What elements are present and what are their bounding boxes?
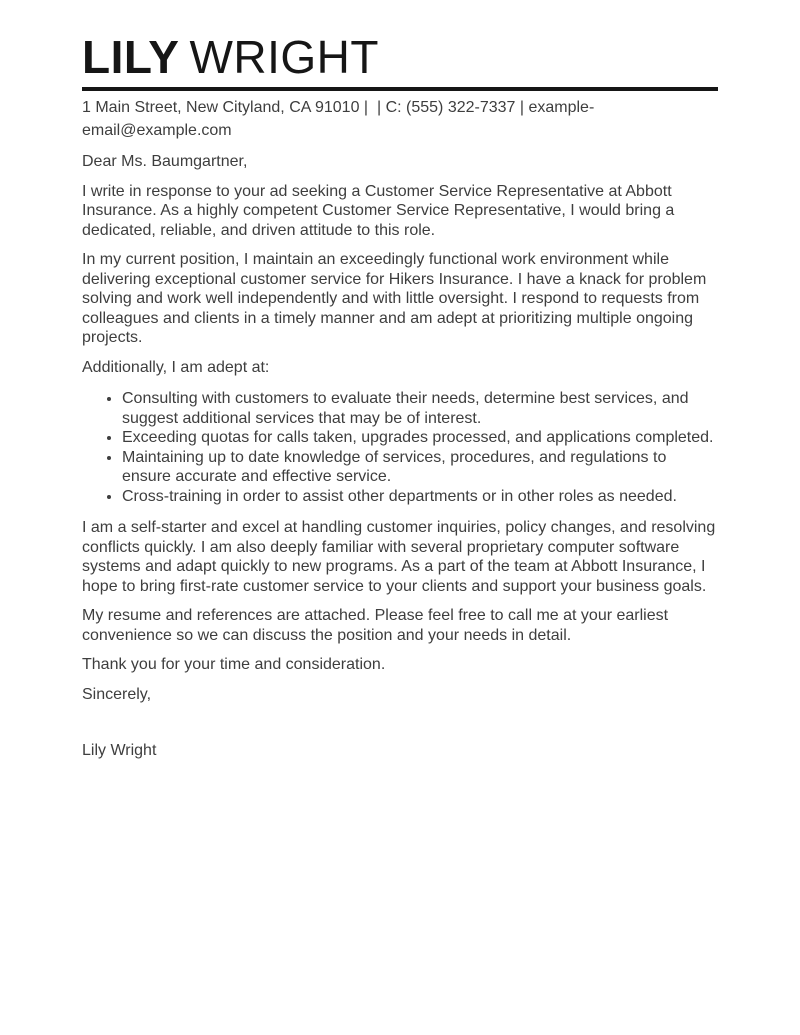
last-name: WRIGHT bbox=[189, 31, 379, 83]
list-item: • Cross-training in order to assist other departments or in other roles as needed. bbox=[122, 487, 718, 507]
letter-body bbox=[82, 152, 718, 761]
paragraph-thank-you: Thank you for your time and consideration. bbox=[82, 656, 386, 674]
sign-off: Sincerely, bbox=[82, 685, 152, 703]
paragraph-resume-attached: My resume and references are attached. Please feel free to call me at your earliest convenience so we can discuss the position and your needs in detail. bbox=[82, 607, 669, 644]
list-item: • Consulting with customers to evaluate their needs, determine best services, and suggest additional services that may be of interest. bbox=[122, 389, 718, 428]
greeting: Dear Ms. Baumgartner, bbox=[82, 153, 248, 171]
letter-header bbox=[82, 31, 718, 91]
signature: Lily Wright bbox=[82, 742, 157, 760]
list-item: • Exceeding quotas for calls taken, upgrades processed, and applications completed. bbox=[122, 428, 718, 448]
contact-line: 1 Main Street, New Cityland, CA 91010 | | C: (555) 322-7337 | example-email@example.com bbox=[82, 99, 595, 140]
page-title bbox=[82, 31, 718, 83]
skills-list bbox=[82, 389, 718, 506]
paragraph-intro: I write in response to your ad seeking a Customer Service Representative at Abbott Insurance. As a highly competent Customer Service Representative, I would bring a dedicated, reliable, and driven attitude to this role. bbox=[82, 182, 675, 239]
first-name: LILY bbox=[82, 31, 180, 83]
paragraph-current-position: In my current position, I maintain an exceedingly functional work environment while delivering exceptional customer service for Hikers Insurance. I have a knack for problem solving and work well independently and with little oversight. I respond to requests from colleagues and clients in a timely manner and am adept at prioritizing multiple ongoing projects. bbox=[82, 251, 707, 347]
paragraph-skills-lead-in: Additionally, I am adept at: bbox=[82, 358, 270, 376]
list-item: • Maintaining up to date knowledge of services, procedures, and regulations to ensure accurate and effective service. bbox=[122, 448, 718, 487]
paragraph-self-starter: I am a self-starter and excel at handling customer inquiries, policy changes, and resolving conflicts quickly. I am also deeply familiar with several proprietary computer software systems and adapt quickly to new programs. As a part of the team at Abbott Insurance, I hope to bring first-rate customer service to your clients and support your business goals. bbox=[82, 519, 716, 595]
